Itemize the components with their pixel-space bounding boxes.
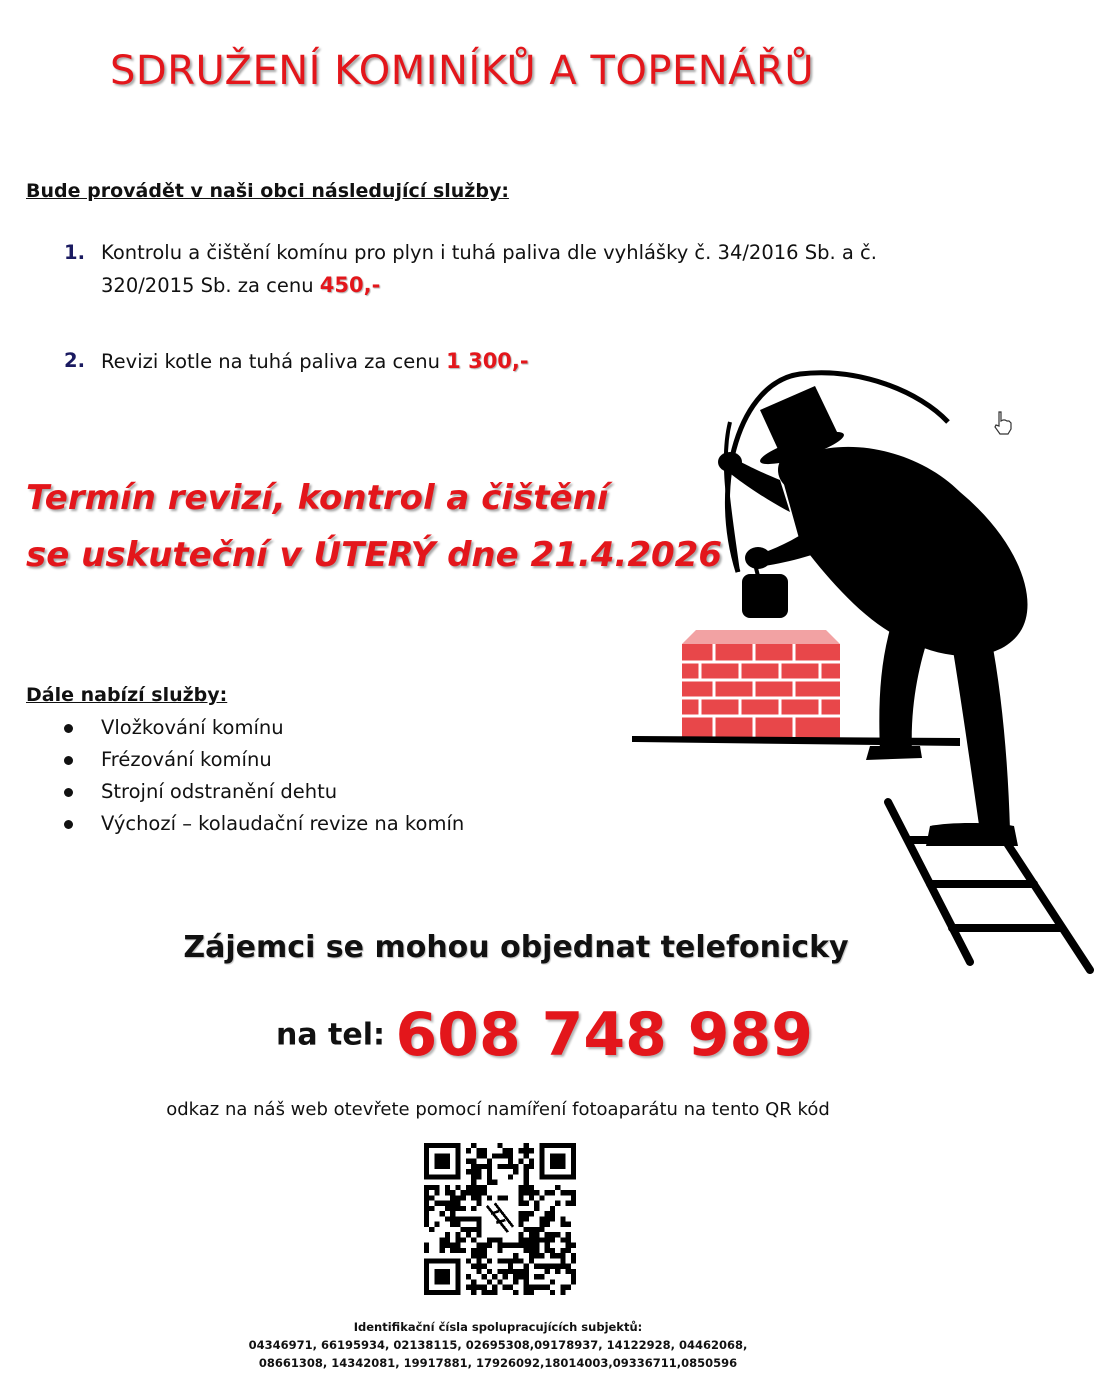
service-text-line2: 320/2015 Sb. za cenu 450,- <box>101 273 381 297</box>
company-ids <box>0 1318 996 1372</box>
extra-services-list <box>60 712 464 840</box>
termin-line-2: se uskuteční v ÚTERÝ dne 21.4.2026 <box>26 535 722 575</box>
list-item: Vložkování komínu <box>60 712 464 744</box>
order-heading: Zájemci se mohou objednat telefonicky <box>183 930 849 965</box>
phone-row <box>276 1000 813 1070</box>
qr-code[interactable] <box>424 1143 576 1295</box>
phone-label: na tel: <box>276 1017 396 1053</box>
termin-line-1: Termín revizí, kontrol a čištění <box>26 478 609 518</box>
chimney-sweep-illustration <box>630 362 1100 982</box>
service-text-line1: Kontrolu a čištění komínu pro plyn i tuhá paliva dle vyhlášky č. 34/2016 Sb. a č. <box>101 241 877 264</box>
service-number: 2. <box>64 349 85 372</box>
brick-chimney <box>682 630 840 738</box>
page-title: SDRUŽENÍ KOMINÍKŮ A TOPENÁŘŮ <box>110 48 815 94</box>
qr-note: odkaz na náš web otevřete pomocí namíření fotoaparátu na tento QR kód <box>166 1099 830 1120</box>
service-number: 1. <box>64 241 85 264</box>
service-price: 450,- <box>319 273 381 297</box>
ids-line-1: 04346971, 66195934, 02138115, 02695308,09178937, 14122928, 04462068, <box>248 1338 748 1352</box>
service-item-1 <box>0 237 1000 301</box>
ids-line-2: 08661308, 14342081, 19917881, 17926092,18014003,09336711,0850596 <box>258 1356 738 1370</box>
phone-number[interactable]: 608 748 989 <box>395 1000 813 1070</box>
hand-cursor-icon <box>992 410 1014 436</box>
list-item: Strojní odstranění dehtu <box>60 776 464 808</box>
ids-heading: Identifikační čísla spolupracujících subjektů: <box>353 1320 643 1334</box>
list-item: Výchozí – kolaudační revize na komín <box>60 808 464 840</box>
list-item: Frézování komínu <box>60 744 464 776</box>
services-intro: Bude provádět v naši obci následující služby: <box>26 180 509 202</box>
service-text: Revizi kotle na tuhá paliva za cenu 1 300,- <box>101 349 529 373</box>
service-price: 1 300,- <box>446 349 529 373</box>
extra-services-heading: Dále nabízí služby: <box>26 684 228 706</box>
